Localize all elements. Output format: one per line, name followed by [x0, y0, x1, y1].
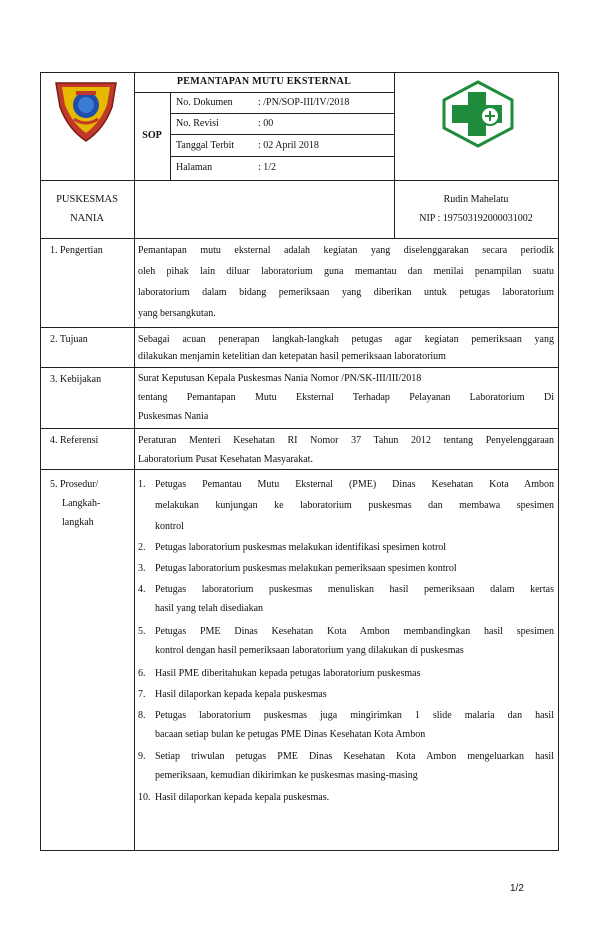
step-number: 9. [138, 751, 146, 762]
field-divider-3 [170, 156, 394, 157]
step-number: 3. [138, 563, 146, 574]
signatory-nip: NIP : 197503192000031002 [419, 213, 533, 224]
step-number: 5. [138, 626, 146, 637]
step-line: Petugas laboratorium puskesmas menuliskan hasil pemeriksaan dalam kertas [155, 584, 554, 595]
table-right-border [558, 72, 559, 851]
label-column-border [134, 72, 135, 851]
step-line: Petugas laboratorium puskesmas juga mingirimkan 1 slide malaria dan hasil [155, 710, 554, 721]
kebijakan-line: Surat Keputusan Kepala Puskesmas Nania Nomor /PN/SK-III/III/2018 [138, 373, 422, 384]
pengertian-line: oleh pihak lain diluar laboratorium guna memantau dan menilai penampilan suatu [138, 266, 554, 277]
section-label-tujuan: 2. Tujuan [50, 334, 88, 345]
step-line: Petugas laboratorium puskesmas melakukan pemeriksaan spesimen kontrol [155, 563, 457, 574]
step-number: 6. [138, 668, 146, 679]
tujuan-line: Sebagai acuan penerapan langkah-langkah petugas agar kegiatan pemeriksaan yang [138, 334, 554, 345]
table-top-border [40, 72, 559, 73]
page-number: 1/2 [510, 883, 524, 894]
section-label-pengertian: 1. Pengertian [50, 245, 103, 256]
section-label-prosedur: 5. Prosedur/ [50, 479, 99, 490]
step-number: 1. [138, 479, 146, 490]
field-divider-2 [170, 134, 394, 135]
kebijakan-bottom-border [40, 428, 559, 429]
step-number: 8. [138, 710, 146, 721]
field-label-revisi: No. Revisi [176, 118, 219, 129]
institution-line-2: NANIA [70, 213, 104, 224]
step-number: 7. [138, 689, 146, 700]
sop-label: SOP [142, 130, 162, 141]
pengertian-bottom-border [40, 327, 559, 328]
field-label-dokumen: No. Dokumen [176, 97, 233, 108]
sop-column-border [170, 92, 171, 180]
signatory-name: Rudin Mahelatu [443, 194, 509, 205]
step-number: 10. [138, 792, 151, 803]
referensi-line: Peraturan Menteri Kesehatan RI Nomor 37 Tahun 2012 tentang Penyelenggaraan [138, 435, 554, 446]
step-line: pemeriksaan, kemudian dikirimkan ke puskesmas masing-masing [155, 770, 418, 781]
field-label-halaman: Halaman [176, 162, 213, 173]
sop-title: PEMANTAPAN MUTU EKSTERNAL [176, 76, 352, 87]
step-line: Petugas laboratorium puskesmas melakukan identifikasi spesimen kotrol [155, 542, 447, 553]
field-label-tanggal: Tanggal Terbit [176, 140, 235, 151]
step-line: Petugas PME Dinas Kesehatan Kota Ambon membandingkan hasil spesimen [155, 626, 554, 637]
table-bottom-border [40, 850, 559, 851]
step-line: kontrol [155, 521, 184, 532]
puskesmas-green-cross-logo-icon [440, 80, 516, 148]
section-label-prosedur-3: langkah [62, 517, 94, 528]
table-left-border [40, 72, 41, 851]
step-line: melakukan kunjungan ke laboratorium puskesmas dan membawa spesimen [155, 500, 554, 511]
step-number: 2. [138, 542, 146, 553]
tujuan-line: dilakukan menjamin ketelitian dan ketepatan hasil pemeriksaan laboratorium [138, 351, 446, 362]
title-bottom-border [134, 92, 394, 93]
step-line: Hasil PME diberitahukan kepada petugas laboratorium puskesmas [155, 668, 421, 679]
header-bottom-border [40, 180, 559, 181]
section-label-kebijakan: 3. Kebijakan [50, 374, 102, 385]
kebijakan-line: Puskesmas Nania [138, 411, 209, 422]
step-line: hasil yang telah disediakan [155, 603, 264, 614]
field-value-dokumen: : /PN/SOP-III/IV/2018 [258, 97, 350, 108]
regional-shield-emblem-icon [52, 77, 120, 145]
pengertian-line: Pemantapan mutu eksternal adalah kegiatan yang diselenggarakan secara periodik [138, 245, 554, 256]
field-value-revisi: : 00 [258, 118, 274, 129]
step-number: 4. [138, 584, 146, 595]
step-line: Hasil dilaporkan kepada kepala puskesmas. [155, 792, 330, 803]
step-line: Petugas Pemantau Mutu Eksternal (PME) Dinas Kesehatan Kota Ambon [155, 479, 554, 490]
section-label-prosedur-2: Langkah- [62, 498, 101, 509]
referensi-line: Laboratorium Pusat Kesehatan Masyarakat. [138, 454, 313, 465]
pengertian-line: yang bersangkutan. [138, 308, 216, 319]
institution-line-1: PUSKESMAS [56, 194, 118, 205]
institution-bottom-border [40, 238, 559, 239]
pengertian-line: laboratorium dalam bidang pemeriksaan yang diberikan untuk petugas laboratorium [138, 287, 554, 298]
step-line: kontrol dengan hasil pemeriksaan laboratorium yang dilakukan di puskesmas [155, 645, 464, 656]
step-line: Setiap triwulan petugas PME Dinas Kesehatan Kota Ambon mengeluarkan hasil [155, 751, 554, 762]
field-value-halaman: : 1/2 [258, 162, 277, 173]
field-divider-1 [170, 113, 394, 114]
field-value-tanggal: : 02 April 2018 [258, 140, 319, 151]
step-line: Hasil dilaporkan kepada kepala puskesmas [155, 689, 327, 700]
step-line: bacaan setiap bulan ke petugas PME Dinas Kesehatan Kota Ambon [155, 729, 426, 740]
kebijakan-line: tentang Pemantapan Mutu Eksternal Terhadap Pelayanan Laboratorium Di [138, 392, 554, 403]
section-label-referensi: 4. Referensi [50, 435, 99, 446]
